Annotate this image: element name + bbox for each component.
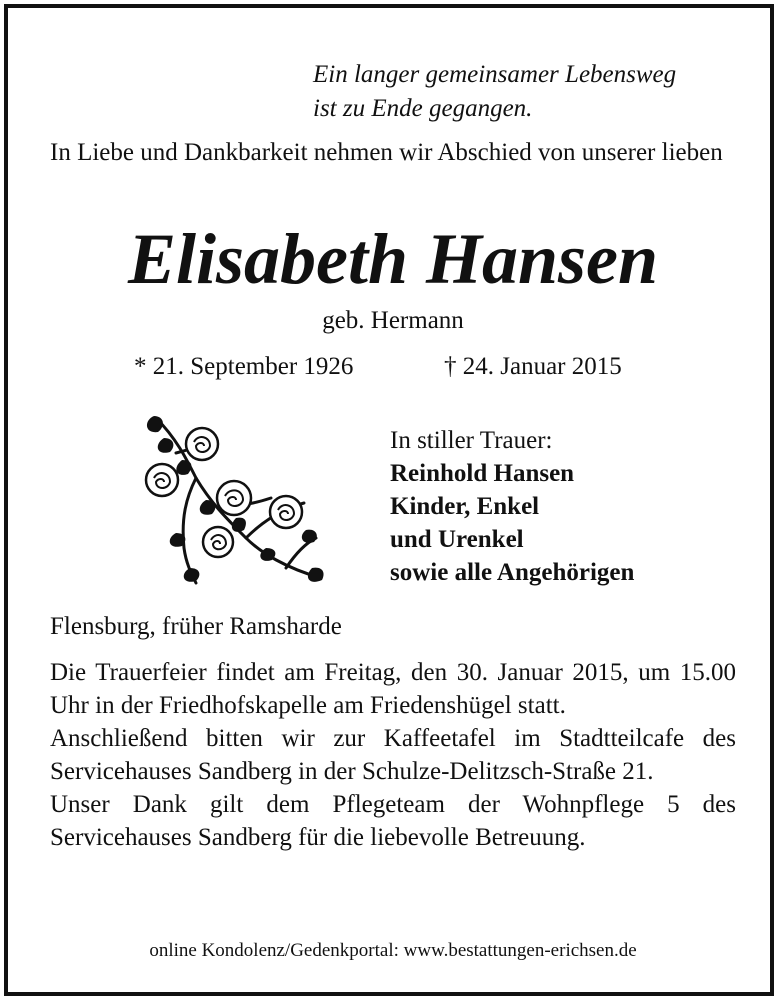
location: Flensburg, früher Ramsharde [50, 613, 342, 640]
quote-line-1: Ein langer gemeinsamer Lebensweg [313, 61, 677, 88]
intro-text: In Liebe und Dankbarkeit nehmen wir Abschied von unserer lieben [50, 139, 723, 166]
mourners-heading: In stiller Trauer: [390, 427, 553, 454]
birth-date: * 21. September 1926 [134, 353, 354, 380]
quote [313, 58, 753, 126]
mourners-block [390, 424, 750, 589]
mourner-line: sowie alle Angehörigen [390, 559, 635, 586]
roses-icon [136, 408, 336, 588]
obituary-frame [4, 4, 774, 996]
mourner-line: Kinder, Enkel [390, 493, 540, 520]
paragraph-thanks: Unser Dank gilt dem Pflegeteam der Wohnpflege 5 des Servicehauses Sandberg für die liebevolle Betreuung. [50, 791, 736, 851]
quote-line-2: ist zu Ende gegangen. [313, 95, 533, 122]
ceremony-details [50, 656, 736, 854]
death-date: † 24. Januar 2015 [444, 353, 622, 380]
mourner-line: Reinhold Hansen [390, 460, 575, 487]
mourner-line: und Urenkel [390, 526, 524, 553]
paragraph-coffee: Anschließend bitten wir zur Kaffeetafel im Stadtteilcafe des Servicehauses Sandberg in der Schulze-Delitzsch-Straße 21. [50, 725, 736, 785]
deceased-name: Elisabeth Hansen [127, 219, 659, 299]
condolence-footer: online Kondolenz/Gedenkportal: www.bestattungen-erichsen.de [149, 940, 637, 961]
maiden-name: geb. Hermann [322, 307, 464, 334]
paragraph-ceremony: Die Trauerfeier findet am Freitag, den 30. Januar 2015, um 15.00 Uhr in der Friedhofskapelle am Friedenshügel statt. [50, 659, 736, 719]
